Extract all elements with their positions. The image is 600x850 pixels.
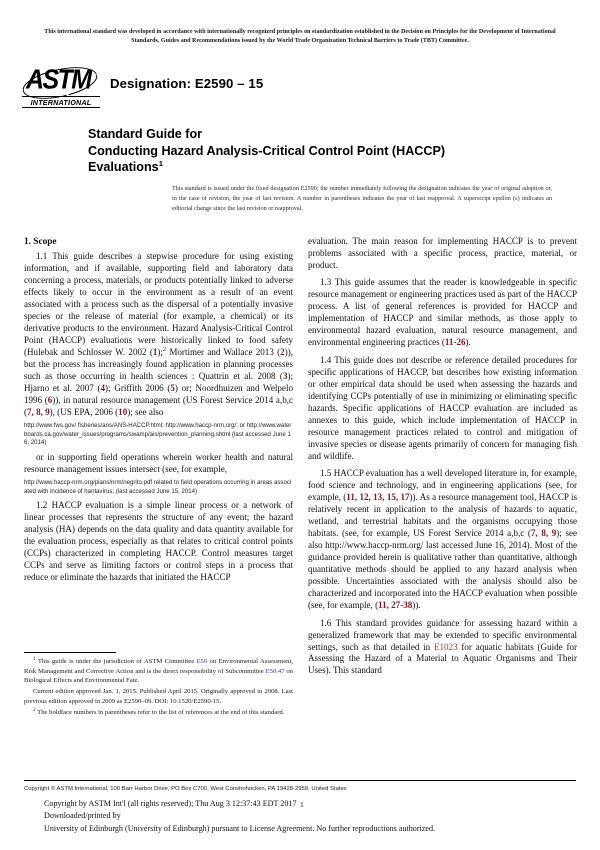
reference-7-8-9: 7, 8, 9	[27, 407, 50, 418]
astm-logo-letters: ASTM	[26, 64, 91, 96]
section-heading-scope: 1. Scope	[24, 237, 57, 247]
footnote-1-marker: 1	[33, 655, 36, 662]
title-line-2: Conducting Hazard Analysis-Critical Control Point (HACCP)	[88, 143, 446, 158]
column-left	[24, 236, 293, 584]
reference-11-26: 11-26	[444, 337, 466, 348]
reference-10: 10	[118, 407, 128, 418]
page-title	[88, 126, 558, 176]
p11-text-e: ); Hjarno et al. 2007 (	[24, 371, 293, 394]
reference-11-27-38: 11, 27-38	[378, 600, 413, 611]
footnote-block	[24, 652, 293, 717]
title-footnote-marker: 1	[158, 159, 163, 169]
p11-text-d: )), but the process has increasingly found application in planning processes such as those occurring in health sciences : Quattrin et al. 2008 (	[24, 347, 293, 382]
footnote-1-text-c: on Biological Effects and Environmental Fate.	[24, 667, 293, 685]
url-note-1[interactable]: http://www.fws.gov/ fisheries/ans/ANS-HACCP.html; http://www.haccp-nrm.org/; or http://www.waterboards.ca.gov/water_issues/programs/swamp/ais/prevention_planning.shtml (last accessed June 16, 2014)	[24, 422, 292, 447]
p15-text-c: ); see also http://www.haccp-nrm.org/ last accessed June 16, 2014). Most of the guidance provided herein is qualitative rather than quantitative, although quantitative methods should be applied to any hazard analysis when possible. Uncertainties associated with the analysis should also be characterized and incorporated into the HACCP evaluation when possible (see, for example, (	[308, 528, 577, 611]
reference-5: 5	[170, 383, 175, 394]
footnote-1	[24, 657, 293, 686]
p11-text-b: );	[157, 347, 163, 358]
p11-text-g: ) or; Noordhuizen and Welpelo 1996 (	[24, 383, 293, 406]
paragraph-1-2-continued: evaluation. The main reason for implementing HACCP is to prevent problems associated with a specific process, practice, material, or product.	[308, 236, 577, 270]
astm-logo	[22, 66, 100, 110]
p16-text-b: for aquatic habitats (Guide for Assessing the Hazard of a Material to Aquatic Organisms and Their Uses). This standard	[308, 641, 577, 676]
p13-text-b: ).	[465, 337, 471, 348]
reference-1: 1	[152, 347, 158, 358]
paragraph-1-3	[308, 277, 577, 349]
p11-text-i: ), (US EPA, 2006 (	[49, 407, 119, 418]
fixed-designation-note: This standard is issued under the fixed designation E2590; the number immediately following the designation indicates the year of original adoption or, in the case of revision, the year of last revision. A number in parentheses indicates the year of last reapproval. A superscript epsilon (ε) indicates an editorial change since the last revision or reapproval.	[172, 185, 552, 213]
astm-logo-mark	[22, 66, 98, 99]
reference-3: 3	[282, 371, 288, 382]
footnote-2-text: The boldface numbers in parentheses refer to the list of references at the end of this standard.	[37, 708, 285, 716]
p11-text-j: ); see also	[127, 407, 164, 418]
footnote-divider	[24, 652, 116, 653]
download-line-2: Downloaded/printed by	[44, 811, 121, 821]
title-line-1: Standard Guide for	[88, 127, 203, 141]
p11-text-f: ); Griffith 2006 (	[105, 383, 171, 394]
standard-link-e1023[interactable]: E1023	[433, 641, 458, 652]
paragraph-1-1-tail: or in supporting field operations wherein worker health and natural resource management issues intersect (see, for example,	[24, 452, 293, 474]
footer-divider	[24, 780, 576, 781]
p11-text-c: Mortimer and Wallace 2013 (	[166, 347, 281, 358]
paragraph-1-1	[24, 251, 293, 419]
paragraph-1-4: 1.4 This guide does not describe or reference detailed procedures for specific applications of HACCP, but describes how existing information or other empirical data should be used when assessing the hazards and identifying CCPs potentially of use in minimizing or eliminating specific hazards. Specific applications of HACCP evaluation are included as annexes to this guide, which include implementation of HACCP in resource management practices related to control and mitigation of invasive species or disease agents primarily of concern for managing fish and wildlife.	[308, 354, 577, 461]
paragraph-1-5	[308, 468, 577, 612]
reference-11-12-13-15-17: 11, 12, 13, 15, 17	[346, 492, 410, 503]
copyright-notice: Copyright © ASTM International, 100 Barr Harbor Drive, PO Box C700, West Conshohocken, PA 19428-2959, United States	[24, 786, 347, 792]
designation: Designation: E2590 – 15	[110, 76, 264, 91]
title-line-3: Evaluations	[88, 160, 159, 175]
p13-text-a: 1.3 This guide assumes that the reader is knowledgeable in specific resource management or engineering practices used as part of the HACCP process. A list of general references is provided for HACCP and implementation of HACCP and similar methods, as those apply to environmental hazard evaluation, natural resource management, and environmental engineering practices (	[308, 277, 577, 348]
reference-4: 4	[100, 383, 106, 394]
download-line-3: University of Edinburgh (University of Edinburgh) pursuant to License Agreement. No further reproductions authorized.	[44, 823, 436, 833]
url-note-2[interactable]: http://www.haccp-nrm.org/plans/nrm/negrito.pdf related to field operations occurring in areas associated with incidence of hantavirus; (last accessed June 15, 2014)	[24, 478, 292, 495]
column-right	[308, 236, 577, 677]
reference-7-8-9-second: 7, 8, 9	[530, 528, 557, 539]
page-number: 1	[300, 800, 304, 809]
footnote-1-text-b: on Environmental Assessment, Risk Management and Corrective Action and is the direct responsibility of Subcommittee	[24, 658, 293, 675]
reference-6: 6	[47, 395, 53, 406]
footnote-1-text-a: This guide is under the jurisdiction of ASTM Committee	[37, 658, 197, 665]
wto-header-note: This international standard was developed in accordance with internationally recognized principles on standardization established in the Decision on Principles for the Development of International Standards, Guides and Recommendations issued by the World Trade Organization Technical Barriers to Trade (TBT) Committee.	[44, 29, 556, 45]
p15-text-d: )).	[412, 600, 421, 611]
footnote-current-edition: Current edition approved Jan. 1, 2015. Published April 2015. Originally approved in 2008. Last previous edition approved in 2009 as E2590–09. DOI: 10.1520/E2590-15.	[24, 688, 293, 705]
footnote-2-marker: 2	[33, 706, 36, 713]
p16-text-a: 1.6 This standard provides guidance for assessing hazard within a generalized framework that may be extended to specific environmental settings, such as that detailed in	[308, 617, 577, 652]
reference-2: 2	[280, 347, 285, 358]
p15-text-a: 1.5 HACCP evaluation has a well developed literature in, for example, food science and technology, and in engineering applications (see, for example, (	[308, 468, 577, 503]
paragraph-1-6	[308, 618, 577, 678]
committee-link-e50[interactable]: E50	[196, 658, 208, 665]
subcommittee-link-e5047[interactable]: E50.47	[265, 667, 285, 675]
p11-text-h: )), in natural resource management (US Forest Service 2014 a,b,c (	[24, 395, 293, 418]
footnote-2	[24, 708, 293, 718]
p11-text-a: 1.1 This guide describes a stepwise procedure for using existing information, and if available, supporting field and laboratory data concerning a process, materials, or products potentially linked to adverse effects likely to occur in the environment as a result of an event associated with a process such as the dispersal of a potentially invasive species or the release of material (for example, a chemical) or its derivative products to the environment. Hazard Analysis-Critical Control Point (HACCP) evaluations were historically linked to food safety (Hulebak and Schlosser W. 2002 (	[24, 251, 293, 358]
p15-text-b: )). As a resource management tool, HACCP is relatively recent in application to the analysis of hazards to aquatic, wetland, and terrestrial habitats and the organisms occupying those habitats. (see, for example, US Forest Service 2014 a,b,c (	[308, 492, 578, 539]
paragraph-1-2: 1.2 HACCP evaluation is a simple linear process or a network of linear processes that represents the structure of any event; the hazard analysis (HA) depends on the data quality and data quantity available for the evaluation process, especially as that relates to critical control points (CCPs) characterized in completing HACCP. Control measures target CCPs and serve as limiting factors or control steps in a process that reduce or eliminate the hazards that initiated the HACCP	[24, 500, 293, 583]
download-line-1: Copyright by ASTM Int'l (all rights reserved); Thu Aug 3 12:37:43 EDT 2017	[44, 799, 297, 808]
astm-logo-subtitle: INTERNATIONAL	[22, 96, 100, 108]
download-info	[44, 798, 544, 835]
p11-footnote-marker: 2	[162, 346, 167, 354]
